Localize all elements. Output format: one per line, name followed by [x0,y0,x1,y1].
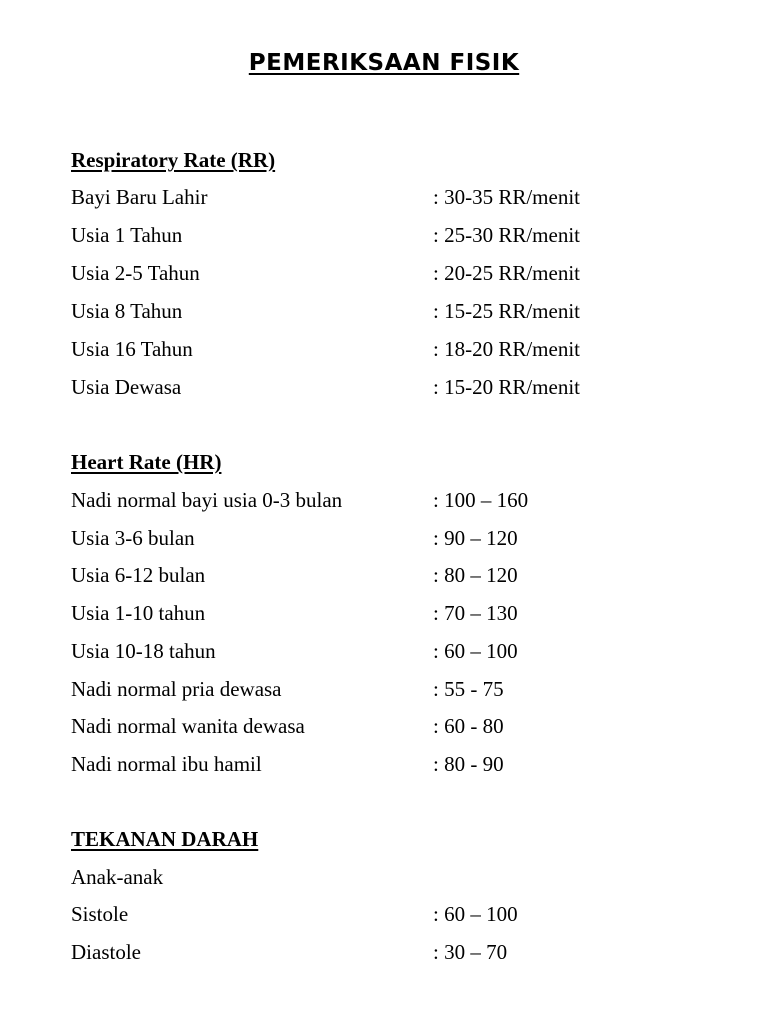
row-label: Usia 2-5 Tahun [71,261,200,285]
row-label: Usia 8 Tahun [71,299,183,323]
row-label: Usia 1-10 tahun [71,601,206,625]
row-value: : 100 – 160 [433,488,529,512]
table-row [71,526,671,554]
row-value: : 55 - 75 [433,677,504,701]
row-value: : 60 – 100 [433,902,518,926]
table-row [71,223,671,251]
row-label: Usia 1 Tahun [71,223,183,247]
row-label: Usia 10-18 tahun [71,639,216,663]
row-value: : 30-35 RR/menit [433,185,580,209]
row-label: Nadi normal pria dewasa [71,677,282,701]
table-row [71,865,671,893]
row-label: Nadi normal ibu hamil [71,752,262,776]
row-label: Nadi normal wanita dewasa [71,714,305,738]
table-row [71,563,671,591]
table-row [71,714,671,742]
row-label: Usia 16 Tahun [71,337,193,361]
table-row [71,261,671,289]
row-label: Sistole [71,902,129,926]
table-row [71,488,671,516]
row-value: : 15-20 RR/menit [433,375,580,399]
row-label: Usia Dewasa [71,375,182,399]
row-label: Diastole [71,940,141,964]
table-row [71,375,671,403]
section-heading-respiratory-rate: Respiratory Rate (RR) [71,148,276,172]
table-row [71,337,671,365]
row-value: : 60 – 100 [433,639,518,663]
row-label: Usia 6-12 bulan [71,563,206,587]
table-row [71,940,671,968]
row-value: : 30 – 70 [433,940,508,964]
table-row [71,752,671,780]
table-row [71,902,671,930]
table-row [71,601,671,629]
row-value: : 20-25 RR/menit [433,261,580,285]
row-value: : 18-20 RR/menit [433,337,580,361]
row-label: Anak-anak [71,865,164,889]
row-value: : 70 – 130 [433,601,518,625]
section-heading-tekanan-darah: TEKANAN DARAH [71,827,259,851]
row-value: : 60 - 80 [433,714,504,738]
document-title-text: PEMERIKSAAN FISIK [248,50,520,76]
row-label: Bayi Baru Lahir [71,185,208,209]
row-value: : 80 - 90 [433,752,504,776]
row-value: : 15-25 RR/menit [433,299,580,323]
row-label: Nadi normal bayi usia 0-3 bulan [71,488,343,512]
table-row [71,639,671,667]
table-row [71,185,671,213]
row-value: : 25-30 RR/menit [433,223,580,247]
row-value: : 80 – 120 [433,563,518,587]
row-value: : 90 – 120 [433,526,518,550]
table-row [71,299,671,327]
document-title [0,50,768,76]
row-label: Usia 3-6 bulan [71,526,195,550]
section-heading-heart-rate: Heart Rate (HR) [71,450,222,474]
table-row [71,677,671,705]
